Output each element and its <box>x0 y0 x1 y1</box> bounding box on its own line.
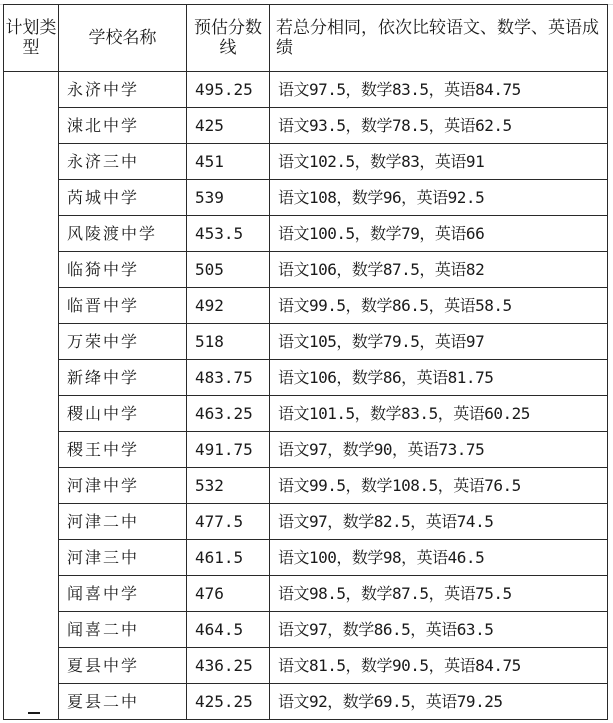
tiebreak-rule-cell: 语文106，数学87.5，英语82 <box>270 252 608 288</box>
tiebreak-rule-cell: 语文99.5，数学108.5，英语76.5 <box>270 468 608 504</box>
table-body <box>4 5 608 720</box>
estimated-score-cell: 464.5 <box>187 612 270 648</box>
estimated-score-cell: 491.75 <box>187 432 270 468</box>
estimated-score-cell: 477.5 <box>187 504 270 540</box>
tiebreak-rule-cell: 语文102.5，数学83，英语91 <box>270 144 608 180</box>
school-name-cell: 稷山中学 <box>59 396 187 432</box>
tiebreak-rule-cell: 语文97.5，数学83.5，英语84.75 <box>270 72 608 108</box>
tiebreak-rule-cell: 语文100.5，数学79，英语66 <box>270 216 608 252</box>
table-row <box>4 612 608 648</box>
tiebreak-rule-cell: 语文93.5，数学78.5，英语62.5 <box>270 108 608 144</box>
school-name-cell: 新绛中学 <box>59 360 187 396</box>
estimated-score-cell: 436.25 <box>187 648 270 684</box>
table-row <box>4 360 608 396</box>
estimated-score-cell: 518 <box>187 324 270 360</box>
tiebreak-rule-cell: 语文108，数学96，英语92.5 <box>270 180 608 216</box>
table-row <box>4 216 608 252</box>
school-name-cell: 夏县二中 <box>59 684 187 720</box>
table-row <box>4 648 608 684</box>
table-row <box>4 432 608 468</box>
school-name-cell: 河津二中 <box>59 504 187 540</box>
tiebreak-rule-cell: 语文97，数学82.5，英语74.5 <box>270 504 608 540</box>
estimated-score-cell: 453.5 <box>187 216 270 252</box>
estimated-score-cell: 532 <box>187 468 270 504</box>
table-row <box>4 144 608 180</box>
table-row <box>4 180 608 216</box>
estimated-score-cell: 463.25 <box>187 396 270 432</box>
tiebreak-rule-cell: 语文99.5，数学86.5，英语58.5 <box>270 288 608 324</box>
estimated-score-cell: 476 <box>187 576 270 612</box>
tiebreak-rule-cell: 语文92，数学69.5，英语79.25 <box>270 684 608 720</box>
cropped-next-row-mark <box>28 712 40 714</box>
school-name-cell: 临猗中学 <box>59 252 187 288</box>
header-school-name: 学校名称 <box>59 5 187 72</box>
table-row <box>4 684 608 720</box>
estimated-score-cell: 483.75 <box>187 360 270 396</box>
school-name-cell: 永济中学 <box>59 72 187 108</box>
estimated-score-cell: 425 <box>187 108 270 144</box>
header-plan-type: 计划类型 <box>4 5 59 72</box>
header-tiebreak-rule: 若总分相同，依次比较语文、数学、英语成绩 <box>270 5 608 72</box>
table-row <box>4 108 608 144</box>
school-name-cell: 稷王中学 <box>59 432 187 468</box>
school-name-cell: 芮城中学 <box>59 180 187 216</box>
estimated-score-cell: 495.25 <box>187 72 270 108</box>
school-name-cell: 万荣中学 <box>59 324 187 360</box>
estimated-score-cell: 505 <box>187 252 270 288</box>
estimated-score-cell: 461.5 <box>187 540 270 576</box>
table-row <box>4 468 608 504</box>
tiebreak-rule-cell: 语文101.5，数学83.5，英语60.25 <box>270 396 608 432</box>
table-header-row <box>4 5 608 72</box>
school-name-cell: 河津中学 <box>59 468 187 504</box>
school-name-cell: 永济三中 <box>59 144 187 180</box>
school-name-cell: 夏县中学 <box>59 648 187 684</box>
estimated-score-cell: 539 <box>187 180 270 216</box>
school-name-cell: 涑北中学 <box>59 108 187 144</box>
tiebreak-rule-cell: 语文106，数学86，英语81.75 <box>270 360 608 396</box>
table-row <box>4 252 608 288</box>
tiebreak-rule-cell: 语文105，数学79.5，英语97 <box>270 324 608 360</box>
tiebreak-rule-cell: 语文98.5，数学87.5，英语75.5 <box>270 576 608 612</box>
table-row <box>4 540 608 576</box>
table-row <box>4 324 608 360</box>
header-estimated-score: 预估分数线 <box>187 5 270 72</box>
plan-type-cell <box>4 72 59 720</box>
school-name-cell: 临晋中学 <box>59 288 187 324</box>
tiebreak-rule-cell: 语文97，数学90，英语73.75 <box>270 432 608 468</box>
school-name-cell: 风陵渡中学 <box>59 216 187 252</box>
estimated-score-cell: 492 <box>187 288 270 324</box>
school-name-cell: 闻喜二中 <box>59 612 187 648</box>
tiebreak-rule-cell: 语文100，数学98，英语46.5 <box>270 540 608 576</box>
admission-score-table <box>3 4 608 720</box>
table-row <box>4 72 608 108</box>
tiebreak-rule-cell: 语文97，数学86.5，英语63.5 <box>270 612 608 648</box>
tiebreak-rule-cell: 语文81.5，数学90.5，英语84.75 <box>270 648 608 684</box>
table-row <box>4 396 608 432</box>
school-name-cell: 河津三中 <box>59 540 187 576</box>
table-row <box>4 576 608 612</box>
estimated-score-cell: 451 <box>187 144 270 180</box>
school-name-cell: 闻喜中学 <box>59 576 187 612</box>
estimated-score-cell: 425.25 <box>187 684 270 720</box>
table-row <box>4 504 608 540</box>
table-row <box>4 288 608 324</box>
